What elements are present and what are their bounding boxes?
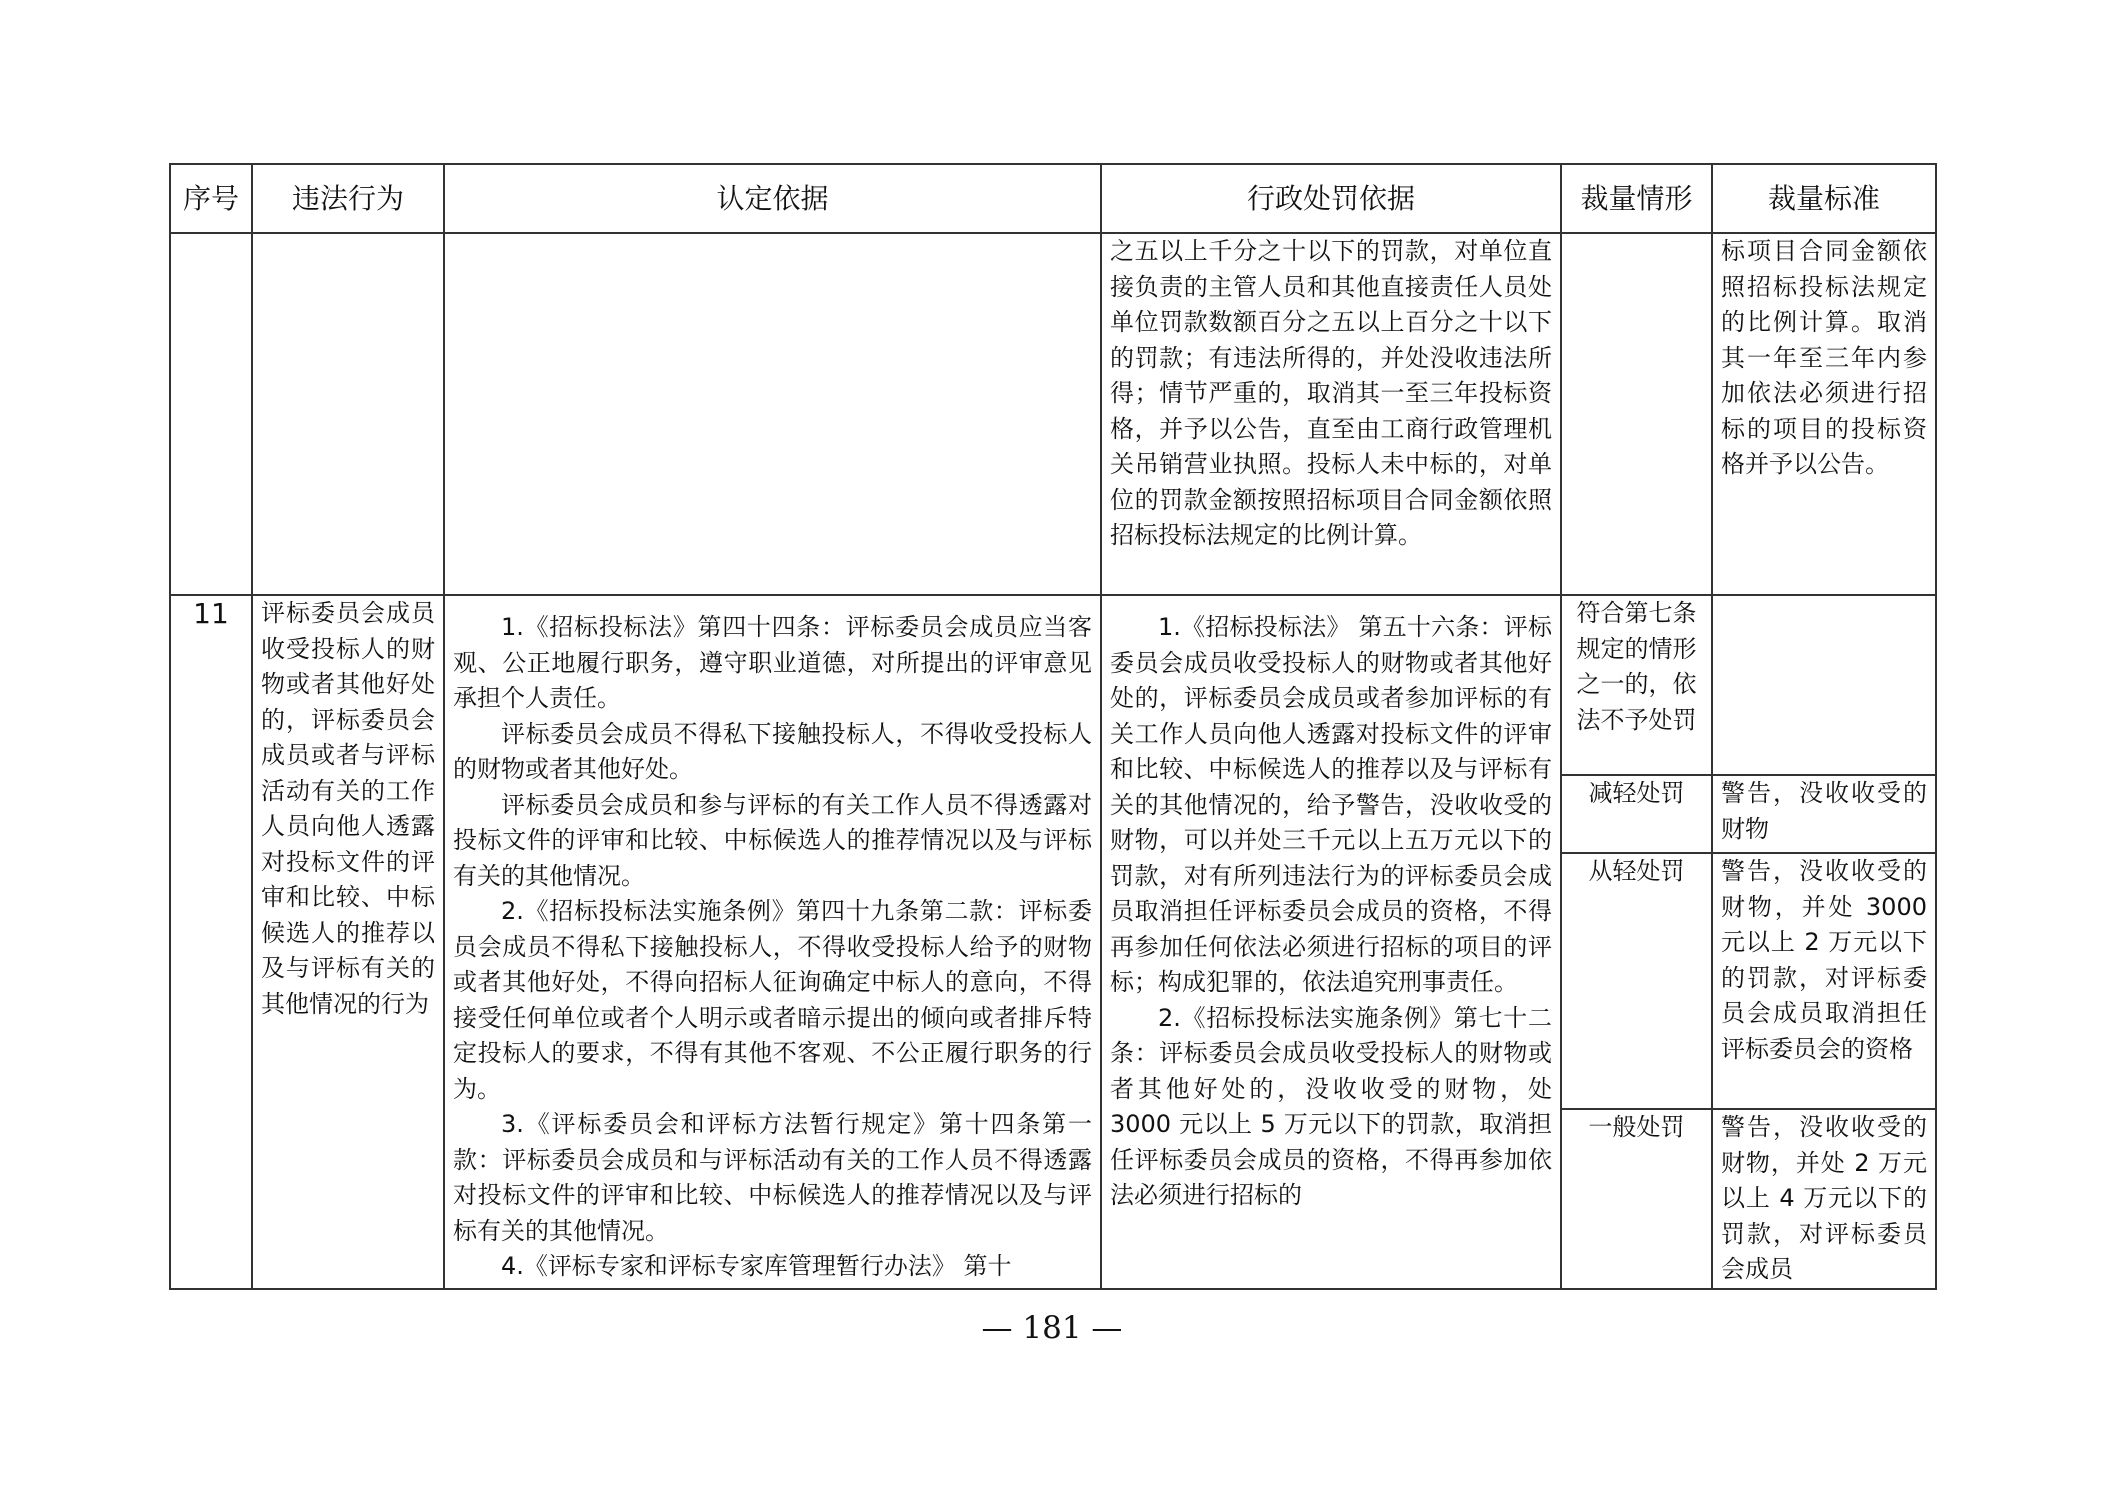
penalty-paragraph: 1.《招标投标法》 第五十六条：评标委员会成员收受投标人的财物或者其他好处的，评标委员会成员或者参加评标的有关工作人员向他人透露对投标文件的评审和比较、中标候选人的推荐以及与评标有关的其他情况的，给予警告，没收收受的财物，可以并处三千元以上五万元以下的罚款，对有所列违法行为的评标委员会成员取消担任评标委员会成员的资格，不得再参加任何依法必须进行招标的项目的评标；构成犯罪的，依法追究刑事责任。	[1110, 613, 1552, 996]
situation-mitigated: 减轻处罚	[1561, 775, 1712, 853]
standard-general: 警告，没收收受的财物，并处 2 万元以上 4 万元以下的罚款，对评标委员会成员	[1712, 1109, 1936, 1289]
situation-lighter: 从轻处罚	[1561, 853, 1712, 1109]
basis-paragraph: 1.《招标投标法》第四十四条：评标委员会成员应当客观、公正地履行职务，遵守职业道德，对所提出的评审意见承担个人责任。	[453, 613, 1092, 712]
basis-paragraph: 2.《招标投标法实施条例》第四十九条第二款：评标委员会成员不得私下接触投标人，不得收受投标人给予的财物或者其他好处，不得向招标人征询确定中标人的意向，不得接受任何单位或者个人明示或者暗示提出的倾向或者排斥特定投标人的要求，不得有其他不客观、不公正履行职务的行为。	[453, 897, 1092, 1103]
penalty-discretion-table	[169, 163, 1937, 1290]
standard-no-penalty	[1712, 595, 1936, 775]
header-basis: 认定依据	[444, 164, 1101, 233]
continued-index-cell	[170, 233, 252, 595]
situation-no-penalty: 符合第七条规定的情形之一的，依法不予处罚	[1561, 595, 1712, 775]
continued-penalty-basis-cell: 之五以上千分之十以下的罚款，对单位直接负责的主管人员和其他直接责任人员处单位罚款数额百分之五以上百分之十以下的罚款；有违法所得的，并处没收违法所得；情节严重的，取消其一至三年投标资格，并予以公告，直至由工商行政管理机关吊销营业执照。投标人未中标的，对单位的罚款金额按照招标项目合同金额依照招标投标法规定的比例计算。	[1101, 233, 1561, 595]
standard-mitigated: 警告，没收收受的财物	[1712, 775, 1936, 853]
violation-text: 评标委员会成员收受投标人的财物或者其他好处的，评标委员会成员或者与评标活动有关的工作人员向他人透露对投标文件的评审和比较、中标候选人的推荐以及与评标有关的其他情况的行为	[252, 595, 444, 1289]
continued-basis-cell	[444, 233, 1101, 595]
basis-paragraph: 4.《评标专家和评标专家库管理暂行办法》 第十	[501, 1252, 1012, 1280]
header-violation: 违法行为	[252, 164, 444, 233]
header-standard: 裁量标准	[1712, 164, 1936, 233]
penalty-paragraph: 2.《招标投标法实施条例》第七十二条：评标委员会成员收受投标人的财物或者其他好处的，没收收受的财物，处 3000 元以上 5 万元以下的罚款，取消担任评标委员会成员的资格，不得再参加依法必须进行招标的	[1110, 1003, 1552, 1209]
situation-general: 一般处罚	[1561, 1109, 1712, 1289]
table-row	[170, 595, 1936, 775]
continued-situation-cell	[1561, 233, 1712, 595]
page-number: — 181 —	[981, 1310, 1123, 1346]
continued-row	[170, 233, 1936, 595]
standard-lighter: 警告，没收收受的财物，并处 3000 元以上 2 万元以下的罚款，对评标委员会成员取消担任评标委员会的资格	[1712, 853, 1936, 1109]
header-situation: 裁量情形	[1561, 164, 1712, 233]
header-penalty-basis: 行政处罚依据	[1101, 164, 1561, 233]
continued-standard-cell: 标项目合同金额依照招标投标法规定的比例计算。取消其一年至三年内参加依法必须进行招标的项目的投标资格并予以公告。	[1712, 233, 1936, 595]
penalty-basis-text	[1101, 595, 1561, 1289]
continued-violation-cell	[252, 233, 444, 595]
basis-text	[444, 595, 1101, 1289]
basis-paragraph: 评标委员会成员和参与评标的有关工作人员不得透露对投标文件的评审和比较、中标候选人的推荐情况以及与评标有关的其他情况。	[453, 790, 1092, 890]
basis-paragraph: 评标委员会成员不得私下接触投标人，不得收受投标人的财物或者其他好处。	[453, 719, 1092, 783]
row-index: 11	[170, 595, 252, 1289]
basis-paragraph: 3.《评标委员会和评标方法暂行规定》第十四条第一款：评标委员会成员和与评标活动有关的工作人员不得透露对投标文件的评审和比较、中标候选人的推荐情况以及与评标有关的其他情况。	[453, 1110, 1092, 1245]
header-index: 序号	[170, 164, 252, 233]
header-row	[170, 164, 1936, 233]
